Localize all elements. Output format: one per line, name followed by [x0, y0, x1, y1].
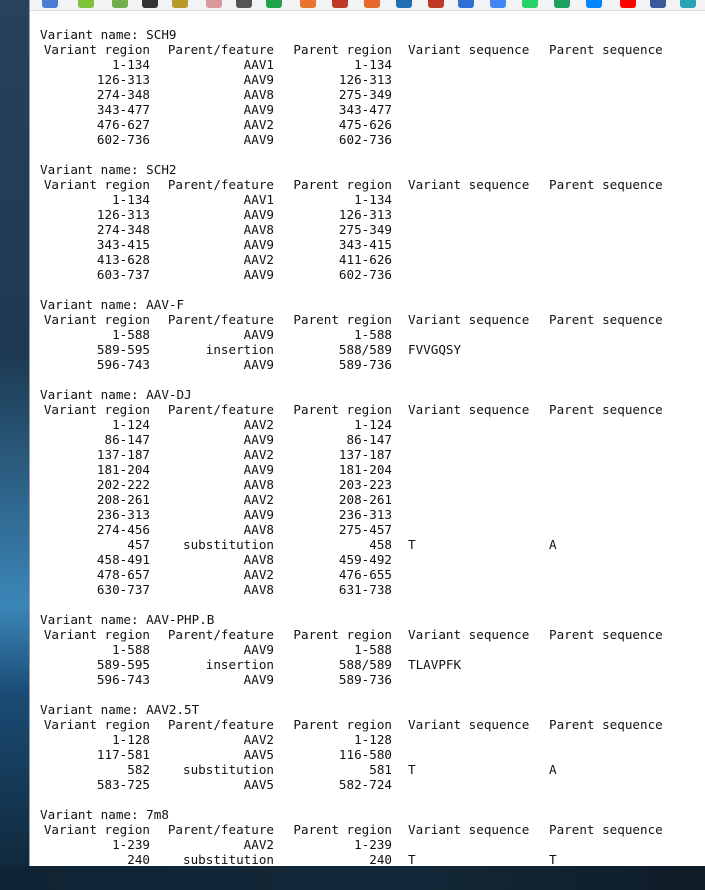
table-row-vs: T	[408, 762, 416, 777]
table-row	[40, 537, 705, 552]
table-row-vr: 1-239	[112, 837, 150, 852]
table-row	[40, 672, 705, 687]
table-row-vr: 583-725	[96, 777, 150, 792]
table-header-vr: Variant region	[43, 717, 150, 732]
table-row	[40, 327, 705, 342]
table-row-ps: T	[549, 852, 557, 866]
table-row-pf: AAV8	[243, 552, 274, 567]
table-row-pr: 588/589	[338, 342, 392, 357]
table-header-vr: Variant region	[43, 312, 150, 327]
table-row-pr: 275-349	[338, 222, 392, 237]
table-row-pf: insertion	[205, 657, 274, 672]
table-row-pf: AAV2	[243, 492, 274, 507]
table-row-pf: AAV2	[243, 252, 274, 267]
variant-block	[40, 387, 705, 597]
table-header-pf: Parent/feature	[167, 42, 274, 57]
red-circle-icon[interactable]	[332, 0, 348, 8]
blue-drop-icon[interactable]	[396, 0, 412, 8]
table-row-pf: AAV2	[243, 447, 274, 462]
table-row-pr: 459-492	[338, 552, 392, 567]
table-header-pr: Parent region	[293, 822, 392, 837]
table-row-pr: 476-655	[338, 567, 392, 582]
table-row-pr: 602-736	[338, 267, 392, 282]
variant-title: Variant name: AAV-DJ	[40, 387, 192, 402]
facebook-icon[interactable]	[650, 0, 666, 8]
table-row-pf: AAV2	[243, 567, 274, 582]
table-row	[40, 507, 705, 522]
table-row-pf: substitution	[183, 852, 274, 866]
table-row-pr: 582-724	[338, 777, 392, 792]
google-g-icon[interactable]	[490, 0, 506, 8]
table-row-pr: 126-313	[338, 207, 392, 222]
table-header-vr: Variant region	[43, 177, 150, 192]
table-row-pr: 1-124	[354, 417, 392, 432]
table-header-ps: Parent sequence	[549, 822, 663, 837]
table-row-pf: AAV2	[243, 417, 274, 432]
table-row-vr: 117-581	[96, 747, 150, 762]
table-header-pf: Parent/feature	[167, 627, 274, 642]
table-row-vr: 1-128	[112, 732, 150, 747]
table-row	[40, 582, 705, 597]
table-row-vr: 413-628	[96, 252, 150, 267]
table-header	[40, 402, 705, 417]
table-row-vr: 181-204	[96, 462, 150, 477]
table-row	[40, 552, 705, 567]
table-row-pf: AAV2	[243, 732, 274, 747]
variant-block	[40, 297, 705, 372]
table-row-vs: FVVGQSY	[408, 342, 462, 357]
table-header-vs: Variant sequence	[408, 312, 530, 327]
table-row-vr: 202-222	[96, 477, 150, 492]
table-row-pf: AAV9	[243, 642, 274, 657]
table-row-vr: 240	[127, 852, 150, 866]
table-header-vs: Variant sequence	[408, 822, 530, 837]
orange-app-icon[interactable]	[300, 0, 316, 8]
table-row-vr: 208-261	[96, 492, 150, 507]
table-header-vs: Variant sequence	[408, 402, 530, 417]
table-row	[40, 852, 705, 866]
table-row	[40, 207, 705, 222]
green-app-icon[interactable]	[112, 0, 128, 8]
teal-x-icon[interactable]	[680, 0, 696, 8]
table-row-pf: AAV2	[243, 117, 274, 132]
swirl-icon[interactable]	[236, 0, 252, 8]
duolingo-icon[interactable]	[78, 0, 94, 8]
table-row-pf: substitution	[183, 537, 274, 552]
table-row-pr: 602-736	[338, 132, 392, 147]
table-row-pr: 275-349	[338, 87, 392, 102]
variant-block	[40, 162, 705, 282]
table-row	[40, 732, 705, 747]
table-row-pf: AAV9	[243, 72, 274, 87]
table-row-pf: substitution	[183, 762, 274, 777]
table-row-pf: AAV9	[243, 237, 274, 252]
table-row-pf: AAV8	[243, 87, 274, 102]
table-row-pr: 126-313	[338, 72, 392, 87]
variant-title: Variant name: 7m8	[40, 807, 169, 822]
table-row-pr: 1-588	[354, 642, 392, 657]
table-header-vr: Variant region	[43, 402, 150, 417]
table-row-pf: AAV9	[243, 267, 274, 282]
table-row	[40, 432, 705, 447]
table-header	[40, 177, 705, 192]
desktop-taskbar-edge	[0, 866, 705, 890]
table-row	[40, 462, 705, 477]
panda-icon[interactable]	[142, 0, 158, 8]
table-header-pf: Parent/feature	[167, 822, 274, 837]
table-header-pr: Parent region	[293, 717, 392, 732]
table-row-pr: 1-588	[354, 327, 392, 342]
table-row-pf: AAV9	[243, 357, 274, 372]
table-header-ps: Parent sequence	[549, 627, 663, 642]
variant-block	[40, 807, 705, 866]
table-row-pf: AAV9	[243, 672, 274, 687]
table-row-pf: AAV8	[243, 222, 274, 237]
table-row-vr: 458-491	[96, 552, 150, 567]
variant-title: Variant name: SCH2	[40, 162, 177, 177]
variant-title: Variant name: AAV-PHP.B	[40, 612, 215, 627]
table-row	[40, 192, 705, 207]
table-header-vr: Variant region	[43, 627, 150, 642]
table-row-pr: 1-239	[354, 837, 392, 852]
table-row	[40, 657, 705, 672]
table-header-vs: Variant sequence	[408, 42, 530, 57]
variant-block	[40, 27, 705, 147]
table-row-vr: 1-134	[112, 192, 150, 207]
table-row	[40, 117, 705, 132]
table-row-pr: 1-128	[354, 732, 392, 747]
table-row-pf: AAV9	[243, 507, 274, 522]
table-row-vr: 274-348	[96, 87, 150, 102]
table-row-vr: 343-415	[96, 237, 150, 252]
table-row	[40, 342, 705, 357]
table-row-vr: 137-187	[96, 447, 150, 462]
table-row-pf: AAV8	[243, 477, 274, 492]
table-header-pr: Parent region	[293, 177, 392, 192]
table-row-vr: 236-313	[96, 507, 150, 522]
table-header	[40, 627, 705, 642]
table-row	[40, 267, 705, 282]
table-row	[40, 72, 705, 87]
table-row-vs: TLAVPFK	[408, 657, 462, 672]
table-header-pf: Parent/feature	[167, 402, 274, 417]
table-row-pf: AAV9	[243, 132, 274, 147]
table-row-pr: 116-580	[338, 747, 392, 762]
table-header-pr: Parent region	[293, 402, 392, 417]
table-row	[40, 222, 705, 237]
table-header-ps: Parent sequence	[549, 402, 663, 417]
table-row-pr: 208-261	[338, 492, 392, 507]
green-badge-icon[interactable]	[266, 0, 282, 8]
table-row-vr: 274-456	[96, 522, 150, 537]
table-header-pf: Parent/feature	[167, 177, 274, 192]
table-row-pr: 181-204	[338, 462, 392, 477]
pink-app-icon[interactable]	[206, 0, 222, 8]
table-row-pr: 240	[369, 852, 392, 866]
table-row-pr: 411-626	[338, 252, 392, 267]
table-row-pf: AAV9	[243, 207, 274, 222]
table-row-pr: 275-457	[338, 522, 392, 537]
table-row	[40, 132, 705, 147]
table-header-pr: Parent region	[293, 42, 392, 57]
browser-window	[29, 0, 705, 866]
table-row-vr: 476-627	[96, 117, 150, 132]
table-row	[40, 87, 705, 102]
table-row-pr: 458	[369, 537, 392, 552]
table-row-vs: T	[408, 537, 416, 552]
table-row-pr: 581	[369, 762, 392, 777]
table-row-pf: AAV5	[243, 747, 274, 762]
table-row-pr: 1-134	[354, 192, 392, 207]
youtube-icon[interactable]	[620, 0, 636, 8]
table-header-ps: Parent sequence	[549, 42, 663, 57]
table-row-ps: A	[549, 537, 557, 552]
table-row	[40, 522, 705, 537]
table-row-vr: 589-595	[96, 657, 150, 672]
table-row-vr: 1-124	[112, 417, 150, 432]
text-document-content	[40, 27, 705, 866]
table-row-pr: 343-415	[338, 237, 392, 252]
table-row-pf: AAV9	[243, 327, 274, 342]
table-header	[40, 312, 705, 327]
table-row-pf: AAV2	[243, 837, 274, 852]
table-row-pr: 475-626	[338, 117, 392, 132]
variant-title: Variant name: AAV-F	[40, 297, 185, 312]
table-header-pr: Parent region	[293, 312, 392, 327]
table-row-vr: 274-348	[96, 222, 150, 237]
table-header-pr: Parent region	[293, 627, 392, 642]
table-header-pf: Parent/feature	[167, 717, 274, 732]
table-row	[40, 237, 705, 252]
table-row-pr: 343-477	[338, 102, 392, 117]
table-row	[40, 837, 705, 852]
table-row-vs: T	[408, 852, 416, 866]
table-row-pr: 203-223	[338, 477, 392, 492]
table-row-ps: A	[549, 762, 557, 777]
table-row	[40, 492, 705, 507]
blue-letters-icon[interactable]	[458, 0, 474, 8]
table-header-vs: Variant sequence	[408, 717, 530, 732]
whatsapp-icon[interactable]	[522, 0, 538, 8]
orange-square-icon[interactable]	[364, 0, 380, 8]
table-row-pf: insertion	[205, 342, 274, 357]
desktop-background	[0, 0, 29, 890]
table-row	[40, 57, 705, 72]
table-row-pf: AAV9	[243, 462, 274, 477]
table-row-pr: 588/589	[338, 657, 392, 672]
table-row-vr: 1-134	[112, 57, 150, 72]
table-row	[40, 102, 705, 117]
yellow-box-icon[interactable]	[172, 0, 188, 8]
table-row-pf: AAV9	[243, 102, 274, 117]
table-header	[40, 717, 705, 732]
table-row-vr: 630-737	[96, 582, 150, 597]
table-row	[40, 642, 705, 657]
table-header-vs: Variant sequence	[408, 627, 530, 642]
docs-icon[interactable]	[42, 0, 58, 8]
table-header-vr: Variant region	[43, 822, 150, 837]
table-row-vr: 86-147	[104, 432, 150, 447]
table-row	[40, 417, 705, 432]
table-row	[40, 777, 705, 792]
table-row-vr: 602-736	[96, 132, 150, 147]
variant-block	[40, 702, 705, 792]
variant-title: Variant name: AAV2.5T	[40, 702, 200, 717]
table-row-pf: AAV5	[243, 777, 274, 792]
table-row-pr: 137-187	[338, 447, 392, 462]
table-header-pf: Parent/feature	[167, 312, 274, 327]
table-header-ps: Parent sequence	[549, 177, 663, 192]
table-row-vr: 596-743	[96, 672, 150, 687]
table-row-pf: AAV8	[243, 522, 274, 537]
table-row-vr: 582	[127, 762, 150, 777]
table-header-vr: Variant region	[43, 42, 150, 57]
table-row-pf: AAV1	[243, 57, 274, 72]
table-header-ps: Parent sequence	[549, 717, 663, 732]
table-row-vr: 126-313	[96, 207, 150, 222]
table-row-vr: 1-588	[112, 327, 150, 342]
variant-title: Variant name: SCH9	[40, 27, 177, 42]
table-header	[40, 822, 705, 837]
table-header-vs: Variant sequence	[408, 177, 530, 192]
table-row	[40, 477, 705, 492]
table-row-pr: 236-313	[338, 507, 392, 522]
table-row	[40, 762, 705, 777]
table-row	[40, 567, 705, 582]
table-row-vr: 1-588	[112, 642, 150, 657]
table-row-pr: 631-738	[338, 582, 392, 597]
table-row-vr: 478-657	[96, 567, 150, 582]
table-row-pf: AAV8	[243, 582, 274, 597]
table-row-pr: 86-147	[346, 432, 392, 447]
table-row	[40, 252, 705, 267]
variant-block	[40, 612, 705, 687]
table-row-pr: 589-736	[338, 357, 392, 372]
table-row-vr: 596-743	[96, 357, 150, 372]
red-slash-icon[interactable]	[428, 0, 444, 8]
table-row-pf: AAV9	[243, 432, 274, 447]
table-row-vr: 126-313	[96, 72, 150, 87]
table-header	[40, 42, 705, 57]
table-row	[40, 357, 705, 372]
table-row-pf: AAV1	[243, 192, 274, 207]
table-row-vr: 457	[127, 537, 150, 552]
table-header-ps: Parent sequence	[549, 312, 663, 327]
table-row-vr: 603-737	[96, 267, 150, 282]
table-row-vr: 343-477	[96, 102, 150, 117]
messenger-icon[interactable]	[586, 0, 602, 8]
table-row-pr: 589-736	[338, 672, 392, 687]
table-row	[40, 447, 705, 462]
table-row	[40, 747, 705, 762]
green-location-icon[interactable]	[554, 0, 570, 8]
bookmark-bar	[30, 0, 705, 11]
table-row-vr: 589-595	[96, 342, 150, 357]
table-row-pr: 1-134	[354, 57, 392, 72]
